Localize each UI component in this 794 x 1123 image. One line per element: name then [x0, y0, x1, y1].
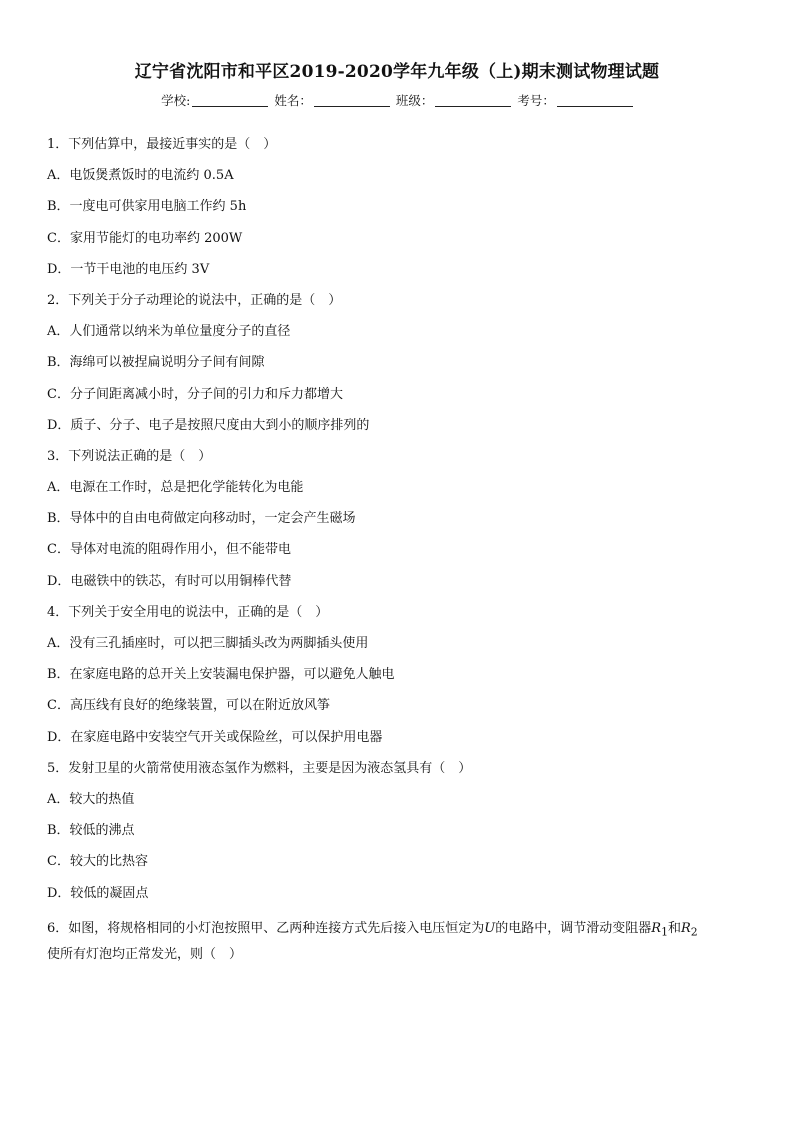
question-2-option-a: A．人们通常以纳米为单位量度分子的直径	[47, 324, 291, 340]
question-6-sub-1: 1	[661, 925, 668, 939]
question-3-option-b: B．导体中的自由电荷做定向移动时，一定会产生磁场	[47, 511, 356, 527]
class-blank	[435, 94, 511, 107]
class-label: 班级：	[395, 93, 434, 108]
exam-number-blank	[557, 94, 633, 107]
question-6-text-part2: 的电路中，调节滑动变阻器	[495, 920, 652, 936]
question-6-text-part4: 使所有灯泡均正常发光，则（ ）	[47, 947, 243, 963]
question-6-stem	[47, 917, 747, 967]
question-1-option-c: C．家用节能灯的电功率约 200W	[47, 230, 243, 246]
school-label: 学校:	[161, 93, 191, 108]
question-4-option-b: B．在家庭电路的总开关上安装漏电保护器，可以避免人触电	[47, 667, 395, 683]
question-6-var-u: U	[484, 920, 496, 936]
question-6-var-r1: R	[651, 920, 662, 936]
question-5-option-c: C．较大的比热容	[47, 854, 148, 870]
page-title: 辽宁省沈阳市和平区2019-2020学年九年级（上)期末测试物理试题	[134, 62, 660, 82]
question-2-option-c: C．分子间距离减小时，分子间的引力和斥力都增大	[47, 386, 343, 402]
question-3-stem: 3．下列说法正确的是（ ）	[47, 448, 212, 464]
exam-number-field	[517, 91, 633, 109]
question-4-option-d: D．在家庭电路中安装空气开关或保险丝，可以保护用电器	[47, 729, 383, 745]
question-1-option-b: B．一度电可供家用电脑工作约 5h	[47, 199, 247, 215]
question-6-text-part3: 和	[667, 920, 681, 936]
school-field	[161, 91, 268, 109]
question-5-option-b: B．较低的沸点	[47, 823, 135, 839]
name-field	[274, 91, 390, 109]
question-4-stem: 4．下列关于安全用电的说法中，正确的是（ ）	[47, 604, 329, 620]
name-blank	[314, 94, 390, 107]
name-label: 姓名：	[274, 93, 312, 108]
class-field	[396, 91, 512, 109]
question-2-option-d: D．质子、分子、电子是按照尺度由大到小的顺序排列的	[47, 417, 370, 433]
exam-number-label: 考号：	[517, 93, 555, 108]
question-3-option-c: C．导体对电流的阻碍作用小，但不能带电	[47, 542, 291, 558]
question-5-option-a: A．较大的热值	[47, 791, 135, 807]
question-5-option-d: D．较低的凝固点	[47, 885, 149, 901]
question-1-option-a: A．电饭煲煮饭时的电流约 0.5A	[47, 168, 234, 184]
question-3-option-a: A．电源在工作时，总是把化学能转化为电能	[47, 480, 304, 496]
question-6-text-part1: 6．如图，将规格相同的小灯泡按照甲、乙两种连接方式先后接入电压恒定为	[47, 920, 485, 936]
question-1-option-d: D．一节干电池的电压约 3V	[47, 261, 210, 277]
question-3-option-d: D．电磁铁中的铁芯，有时可以用铜棒代替	[47, 573, 292, 589]
question-6-sub-2: 2	[690, 925, 698, 939]
question-4-option-a: A．没有三孔插座时，可以把三脚插头改为两脚插头使用	[47, 636, 369, 651]
question-list	[47, 137, 747, 966]
question-5-stem: 5．发射卫星的火箭常使用液态氢作为燃料，主要是因为液态氢具有（ ）	[47, 760, 472, 776]
school-blank	[192, 94, 268, 107]
question-6-var-r2: R	[680, 920, 691, 936]
question-4-option-c: C．高压线有良好的绝缘装置，可以在附近放风筝	[47, 698, 330, 714]
question-2-option-b: B．海绵可以被捏扁说明分子间有间隙	[47, 355, 265, 371]
question-2-stem: 2．下列关于分子动理论的说法中，正确的是（ ）	[47, 292, 342, 308]
question-1-stem: 1．下列估算中，最接近事实的是（ ）	[47, 137, 277, 152]
student-info-line	[0, 91, 794, 109]
